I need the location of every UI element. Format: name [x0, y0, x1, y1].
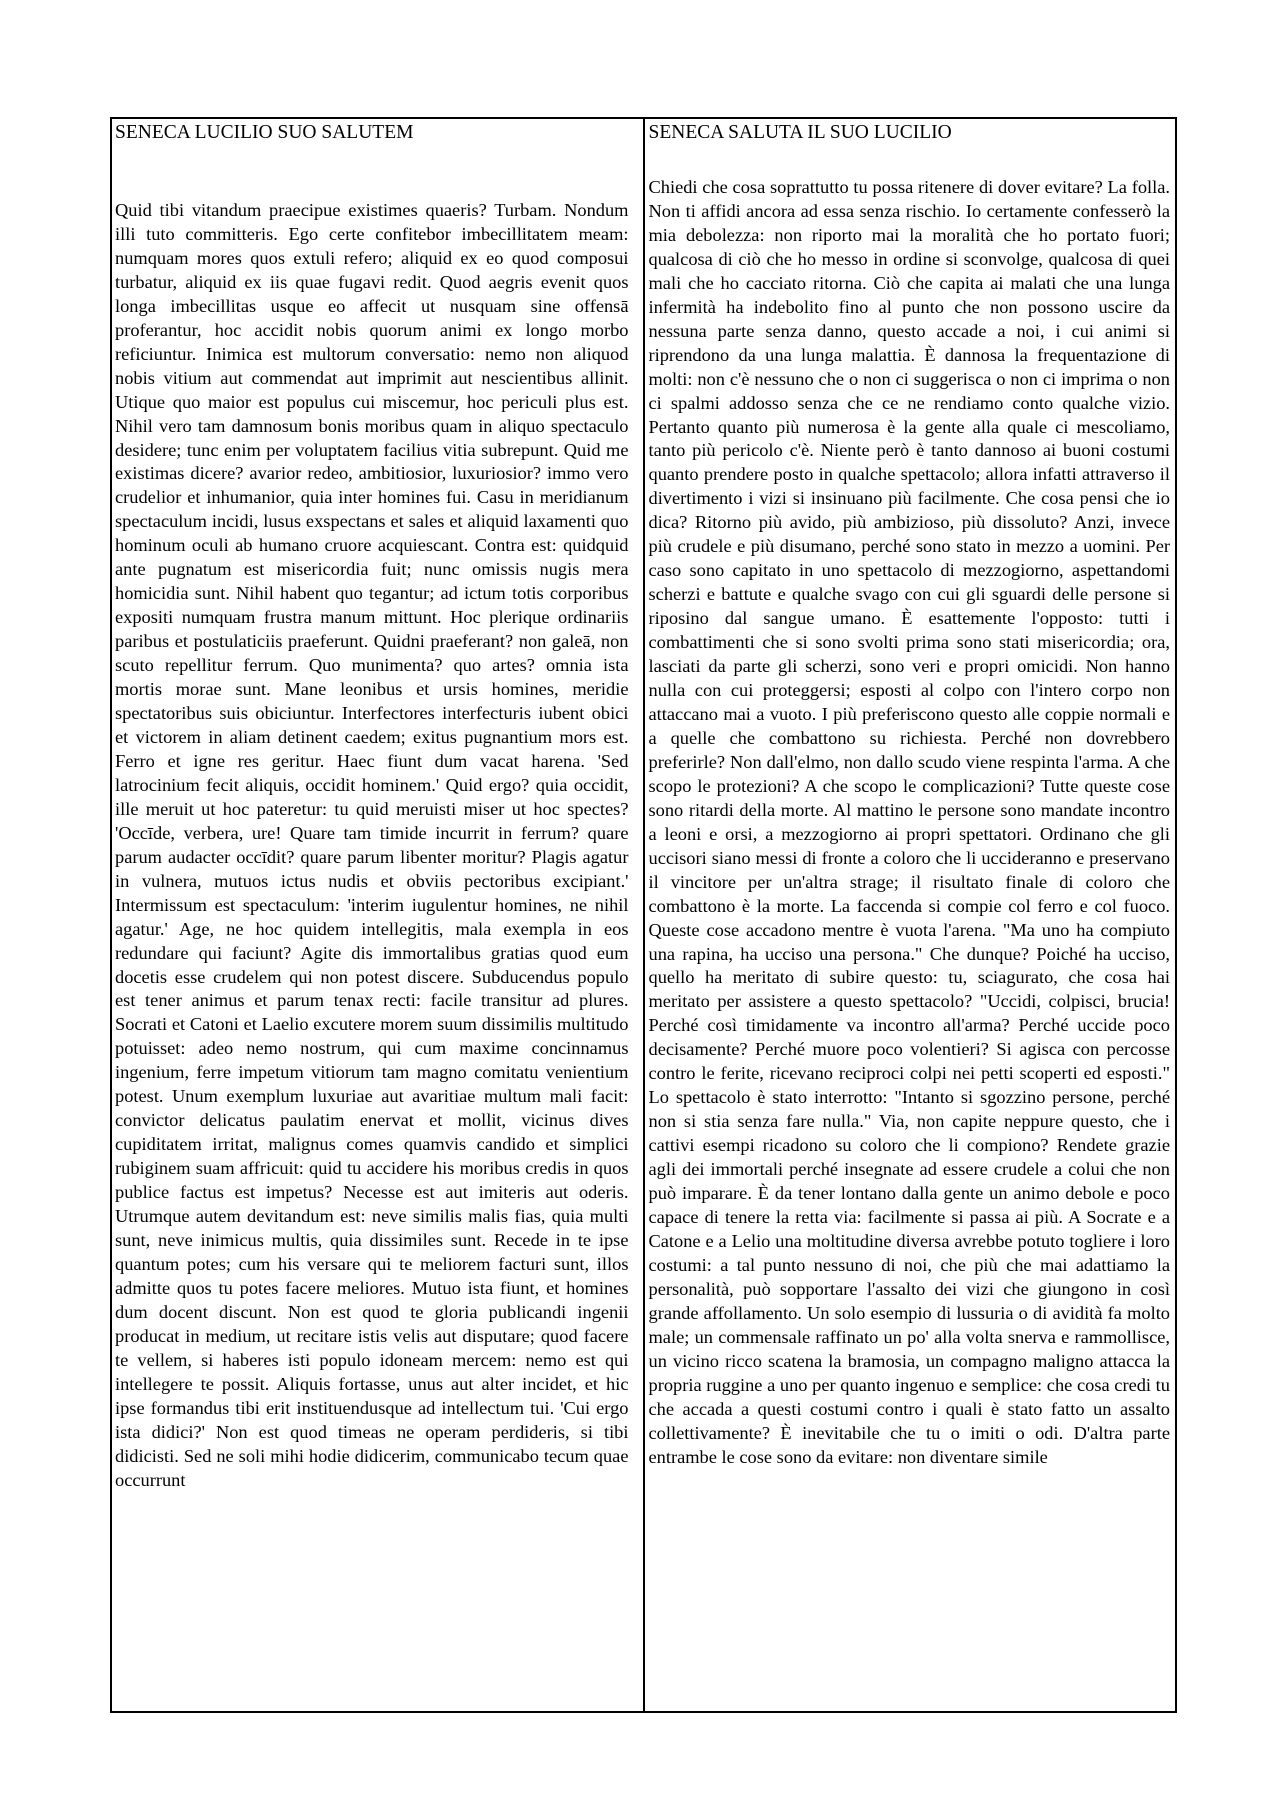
italian-text: Chiedi che cosa soprattutto tu possa ritenere di dover evitare? La folla. Non ti affidi ancora ad essa senza rischio. Io certamente confesserò la mia debolezza: non riporto mai la moralità che ho portato fuori; qualcosa di ciò che ho messo in ordine si sconvolge, qualcosa di quei mali che ho cacciato ritorna. Ciò che capita ai malati che una lunga infermità ha indebolito fino al punto che non possono uscire da nessuna parte senza danno, questo accade a noi, i cui animi si riprendono da una lunga malattia. È dannosa la frequentazione di molti: non c'è nessuno che o non ci suggerisca o non ci imprima o non ci spalmi addosso senza che ce ne rendiamo conto qualche vizio. Pertanto quanto più numerosa è la gente alla quale ci mescoliamo, tanto più pericolo c'è. Niente però è tanto dannoso ai buoni costumi quanto prendere posto in qualche spettacolo; allora infatti attraverso il divertimento i vizi si insinuano più facilmente. Che cosa pensi che io dica? Ritorno più avido, più ambizioso, più dissoluto? Anzi, invece più crudele e più disumano, perché sono stato in mezzo a uomini. Per caso sono capitato in uno spettacolo di mezzogiorno, aspettandomi scherzi e battute e qualche svago con cui gli sguardi delle persone si riposino dal sangue umano. È esattemente l'opposto: tutti i combattimenti che si sono svolti prima sono stati misericordia; ora, lasciati da parte gli scherzi, sono veri e propri omicidi. Non hanno nulla con cui proteggersi; esposti al colpo con l'intero corpo non attaccano mai a vuoto. I più preferiscono questo alle coppie normali e a quelle che combattono su richiesta. Perché non dovrebbero preferirle? Non dall'elmo, non dallo scudo viene respinta l'arma. A che scopo le protezioni? A che scopo le complicazioni? Tutte queste cose sono ritardi della morte. Al mattino le persone sono mandate incontro a leoni e orsi, a mezzogiorno ai propri spettatori. Ordinano che gli uccisori siano messi di fronte a coloro che li uccideranno e preservano il vincitore per un'altra strage; il risultato finale di coloro che combattono è la morte. La faccenda si compie col ferro e col fuoco. Queste cose accadono mentre è vuota l'arena. "Ma uno ha compiuto una rapina, ha ucciso una persona." Che dunque? Poiché ha ucciso, quello ha meritato di subire questo: tu, sciagurato, che cosa hai meritato per assistere a questo spettacolo? "Uccidi, colpisci, brucia! Perché così timidamente va incontro all'arma? Perché uccide poco decisamente? Perché muore poco volentieri? Si agisca con percosse contro le ferite, ricevano reciproci colpi nei petti scoperti ed esposti." Lo spettacolo è stato interrotto: "Intanto si sgozzino persone, perché non si stia senza fare nulla." Via, non capite neppure questo, che i cattivi esempi ricadono su coloro che li compiono? Rendete grazie agli dei immortali perché insegnate ad essere crudele a colui che non può imparare. È da tener lontano dalla gente un animo debole e poco capace di tenere la retta via: facilmente si passa ai più. A Socrate e a Catone e a Lelio una moltitudine diversa avrebbe potuto togliere i loro costumi: a tal punto nessuno di noi, che più che mai adattiamo la personalità, può sopportare l'assalto dei vizi che giungono in così grande affollamento. Un solo esempio di lussuria o di avidità fa molto male; un commensale raffinato un po' alla volta snerva e rammollisce, un vicino ricco scatena la bramosia, un compagno maligno attacca la propria ruggine a uno per quanto ingenuo e semplice: che cosa credi tu che accada a questi costumi contro i quali è stato fatto un assalto collettivamente? È inevitabile che tu o imiti o odi. D'altra parte entrambe le cose sono da evitare: non diventare simile [648, 177, 1170, 1467]
latin-column [111, 118, 644, 1712]
italian-column [644, 118, 1177, 1712]
italian-cell [645, 119, 1176, 1711]
latin-cell [112, 119, 643, 1711]
table-row [111, 118, 1176, 1712]
italian-heading: SENECA SALUTA IL SUO LUCILIO [648, 122, 952, 143]
bilingual-table [110, 117, 1177, 1713]
latin-text: Quid tibi vitandum praecipue existimes quaeris? Turbam. Nondum illi tuto committeris. Ego certe confitebor imbecillitatem meam: numquam mores quos extuli refero; aliquid ex eo quod composui turbatur, aliquid ex iis quae fugavi redit. Quod aegris evenit quos longa imbecillitas usque eo affecit ut nusquam sine offensā proferantur, hoc accidit nobis quorum animi ex longo morbo reficiuntur. Inimica est multorum conversatio: nemo non aliquod nobis vitium aut commendat aut imprimit aut nescientibus allinit. Utique quo maior est populus cui miscemur, hoc periculi plus est. Nihil vero tam damnosum bonis moribus quam in aliquo spectaculo desidere; tunc enim per voluptatem facilius vitia subrepunt. Quid me existimas dicere? avarior redeo, ambitiosior, luxuriosior? immo vero crudelior et inhumanior, quia inter homines fui. Casu in meridianum spectaculum incidi, lusus exspectans et sales et aliquid laxamenti quo hominum oculi ab humano cruore acquiescant. Contra est: quidquid ante pugnatum est misericordia fuit; nunc omissis nugis mera homicidia sunt. Nihil habent quo tegantur; ad ictum totis corporibus expositi numquam frustra manum mittunt. Hoc plerique ordinariis paribus et postulaticiis praeferunt. Quidni praeferant? non galeā, non scuto repellitur ferrum. Quo munimenta? quo artes? omnia ista mortis morae sunt. Mane leonibus et ursis homines, meridie spectatoribus suis obiciuntur. Interfectores interfecturis iubent obici et victorem in aliam detinent caedem; exitus pugnantium mors est. Ferro et igne res geritur. Haec fiunt dum vacat harena. 'Sed latrocinium fecit aliquis, occidit hominem.' Quid ergo? quia occidit, ille meruit ut hoc pateretur: tu quid meruisti miser ut hoc spectes? 'Occīde, verbera, ure! Quare tam timide incurrit in ferrum? quare parum audacter occīdit? quare parum libenter moritur? Plagis agatur in vulnera, mutuos ictus nudis et obviis pectoribus excipiant.' Intermissum est spectaculum: 'interim iugulentur homines, ne nihil agatur.' Age, ne hoc quidem intellegitis, mala exempla in eos redundare qui faciunt? Agite dis immortalibus gratias quod eum docetis esse crudelem qui non potest discere. Subducendus populo est tener animus et parum tenax recti: facile transitur ad plures. Socrati et Catoni et Laelio excutere morem suum dissimilis multitudo potuisset: adeo nemo nostrum, qui cum maxime concinnamus ingenium, ferre impetum vitiorum tam magno comitatu venientium potest. Unum exemplum luxuriae aut avaritiae multum mali facit: convictor delicatus paulatim enervat et mollit, vicinus dives cupiditatem irritat, malignus comes quamvis candido et simplici rubiginem suam affricuit: quid tu accidere his moribus credis in quos publice factus est impetus? Necesse est aut imiteris aut oderis. Utrumque autem devitandum est: neve similis malis fias, quia multi sunt, neve inimicus multis, quia dissimiles sunt. Recede in te ipse quantum potes; cum his versare qui te meliorem facturi sunt, illos admitte quos tu potes facere meliores. Mutuo ista fiunt, et homines dum docent discunt. Non est quod te gloria publicandi ingenii producat in medium, ut recitare istis velis aut disputare; quod facere te vellem, si haberes isti populo idoneam mercem: nemo est qui intellegere te possit. Aliquis fortasse, unus aut alter incidet, et hic ipse formandus tibi erit instituendusque ad intellectum tui. 'Cui ergo ista didici?' Non est quod timeas ne operam perdideris, si tibi didicisti. Sed ne soli mihi hodie didicerim, communicabo tecum quae occurrunt [115, 200, 629, 1490]
latin-heading: SENECA LUCILIO SUO SALUTEM [115, 122, 414, 143]
